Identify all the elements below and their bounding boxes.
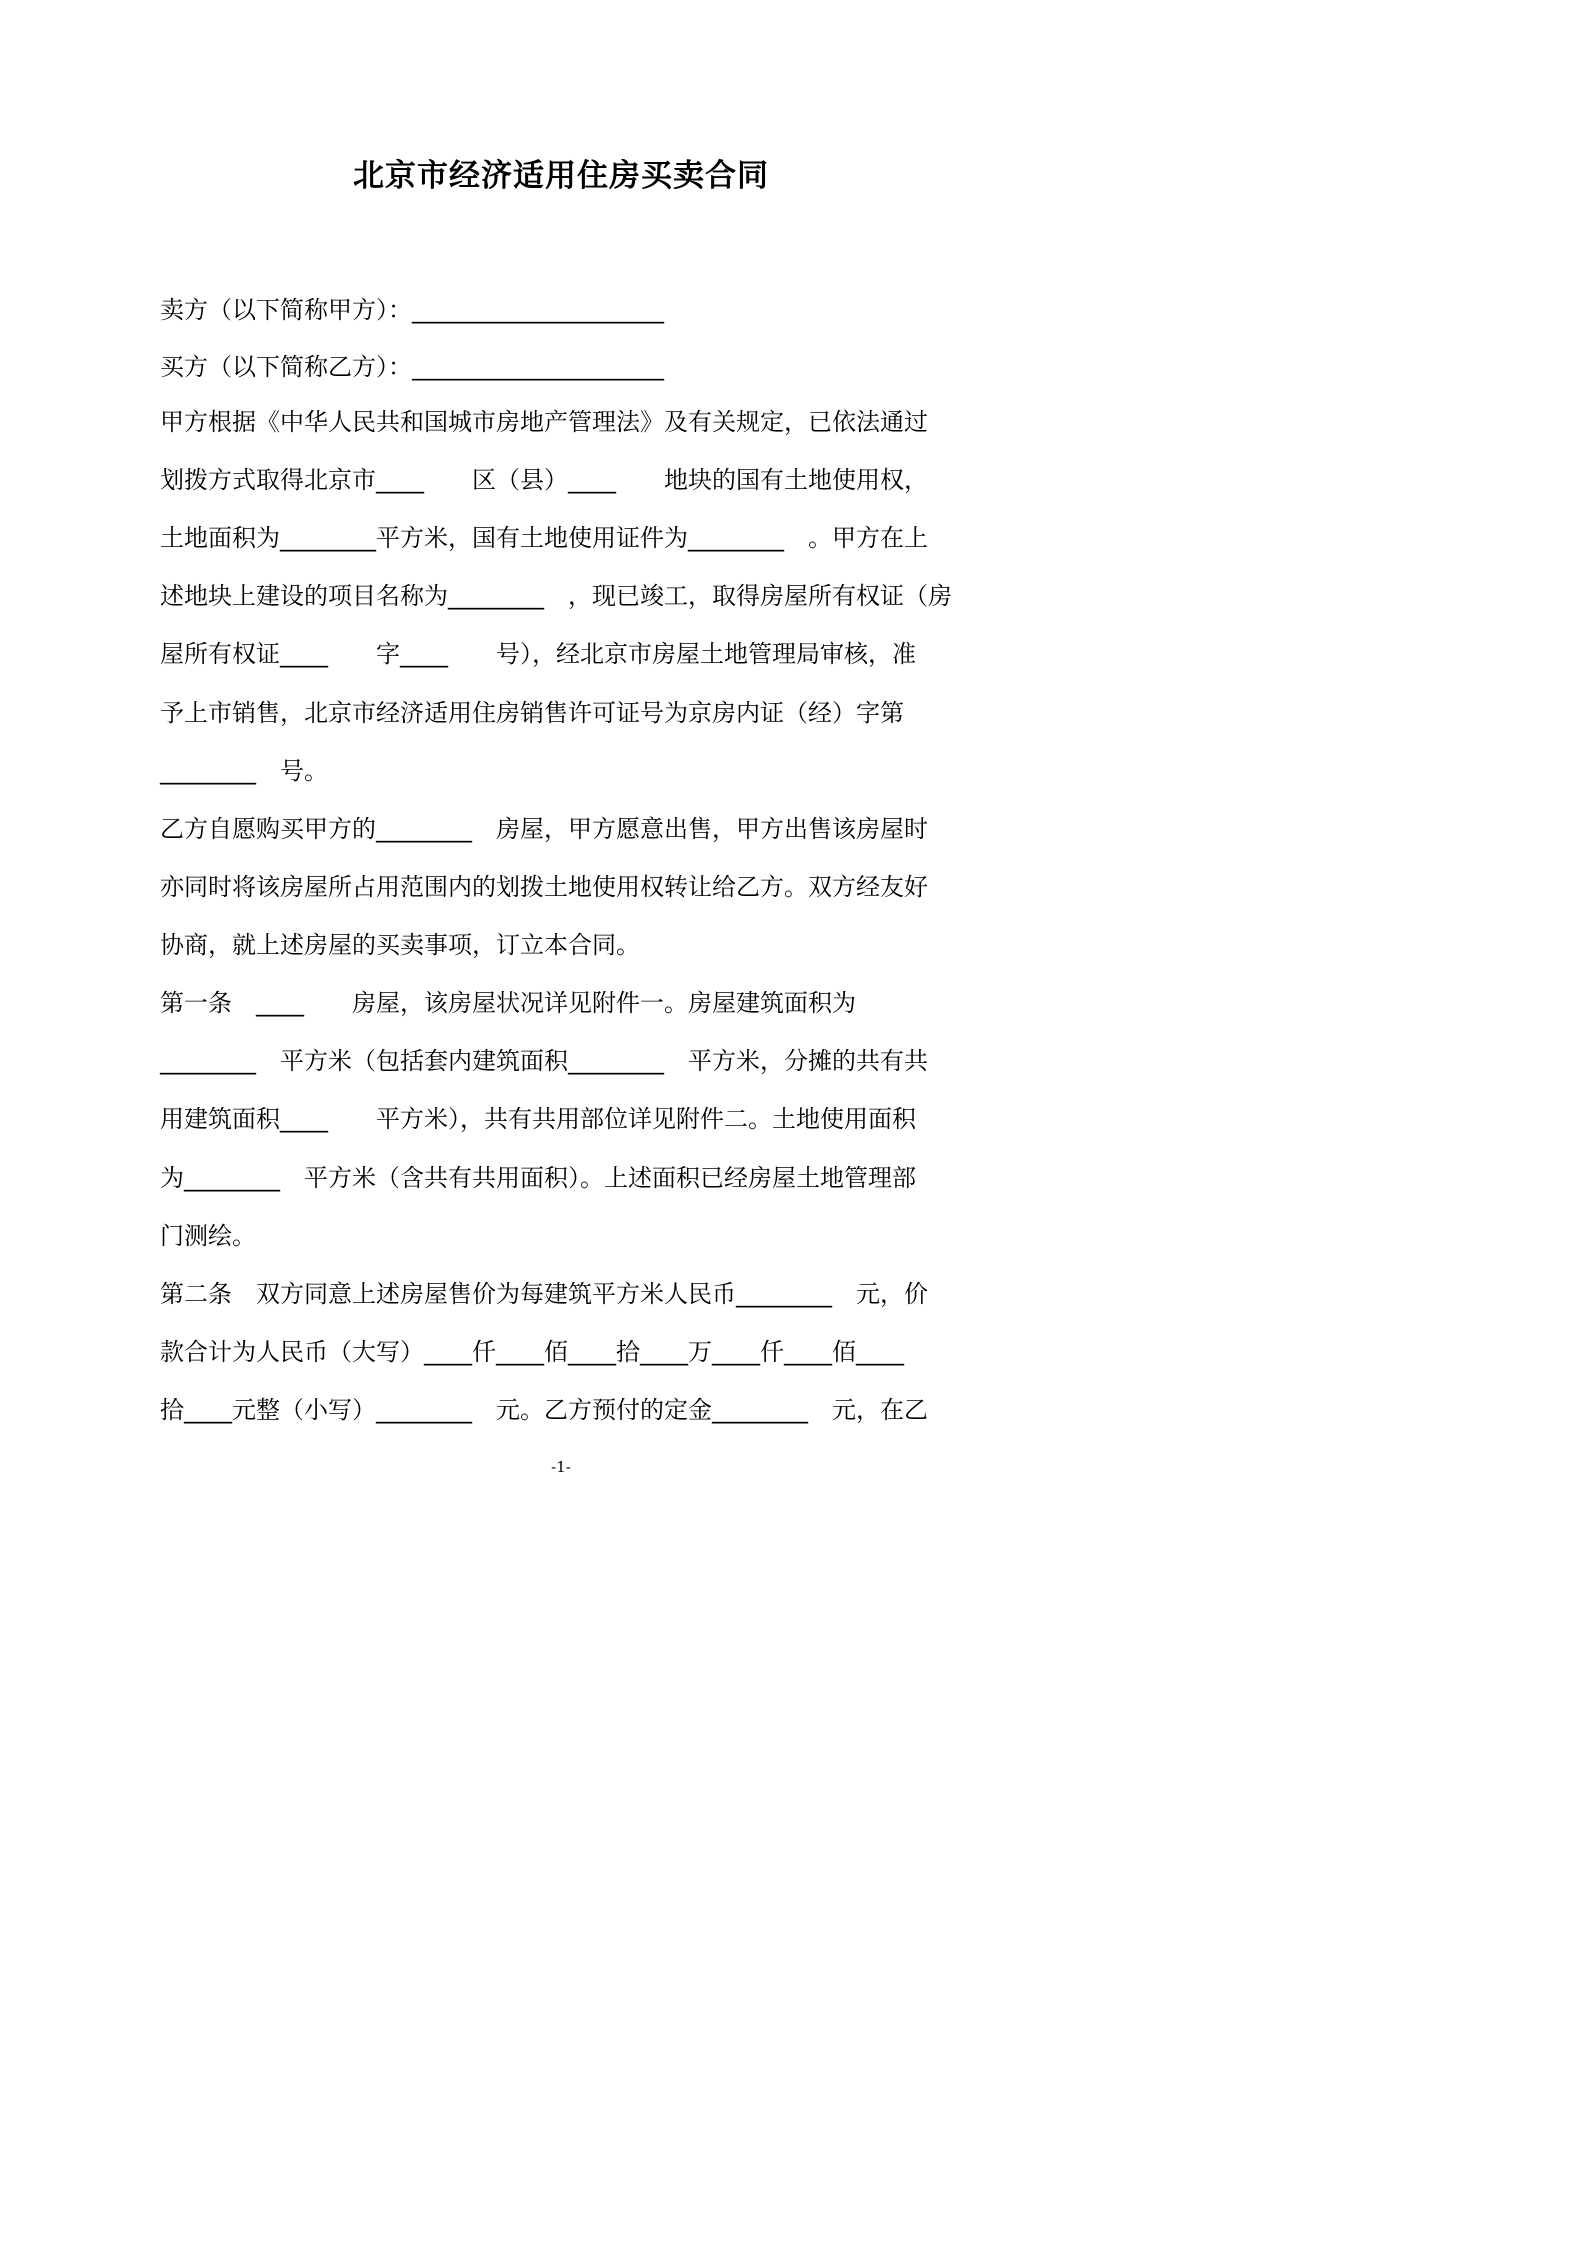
paragraph-line: ________ 号。 (160, 757, 328, 785)
paragraph-line: 划拨方式取得北京市____ 区（县）____ 地块的国有土地使用权， (160, 466, 928, 494)
paragraph-line: 土地面积为________平方米，国有土地使用证件为________ 。甲方在上 (160, 524, 928, 552)
paragraph-line: 述地块上建设的项目名称为________ ，现已竣工，取得房屋所有权证（房 (160, 582, 952, 610)
paragraph-line: 屋所有权证____ 字____ 号），经北京市房屋土地管理局审核，准 (160, 640, 916, 668)
page-number: -1- (551, 1458, 571, 1476)
paragraph-line: 予上市销售，北京市经济适用住房销售许可证号为京房内证（经）字第 (160, 699, 904, 727)
paragraph-line: ________ 平方米（包括套内建筑面积________ 平方米，分摊的共有共 (160, 1047, 928, 1075)
buyer-line: 买方（以下简称乙方）：_____________________ (160, 353, 664, 381)
article-1-line: 第一条 ____ 房屋，该房屋状况详见附件一。房屋建筑面积为 (160, 989, 856, 1017)
document-title: 北京市经济适用住房买卖合同 (353, 158, 769, 194)
seller-line: 卖方（以下简称甲方）：_____________________ (160, 296, 664, 324)
paragraph-line: 门测绘。 (160, 1222, 256, 1250)
paragraph-line: 甲方根据《中华人民共和国城市房地产管理法》及有关规定，已依法通过 (160, 408, 928, 436)
paragraph-line: 为________ 平方米（含共有共用面积）。上述面积已经房屋土地管理部 (160, 1164, 916, 1192)
paragraph-line: 乙方自愿购买甲方的________ 房屋，甲方愿意出售，甲方出售该房屋时 (160, 815, 928, 843)
paragraph-line: 用建筑面积____ 平方米），共有共用部位详见附件二。土地使用面积 (160, 1105, 916, 1133)
paragraph-line: 亦同时将该房屋所占用范围内的划拨土地使用权转让给乙方。双方经友好 (160, 873, 928, 901)
paragraph-line: 协商，就上述房屋的买卖事项，订立本合同。 (160, 931, 640, 959)
paragraph-line: 款合计为人民币（大写）____仟____佰____拾____万____仟____佰____ (160, 1338, 904, 1366)
article-2-line: 第二条 双方同意上述房屋售价为每建筑平方米人民币________ 元，价 (160, 1280, 928, 1308)
paragraph-line: 拾____元整（小写）________ 元。乙方预付的定金________ 元，在乙 (160, 1396, 928, 1424)
